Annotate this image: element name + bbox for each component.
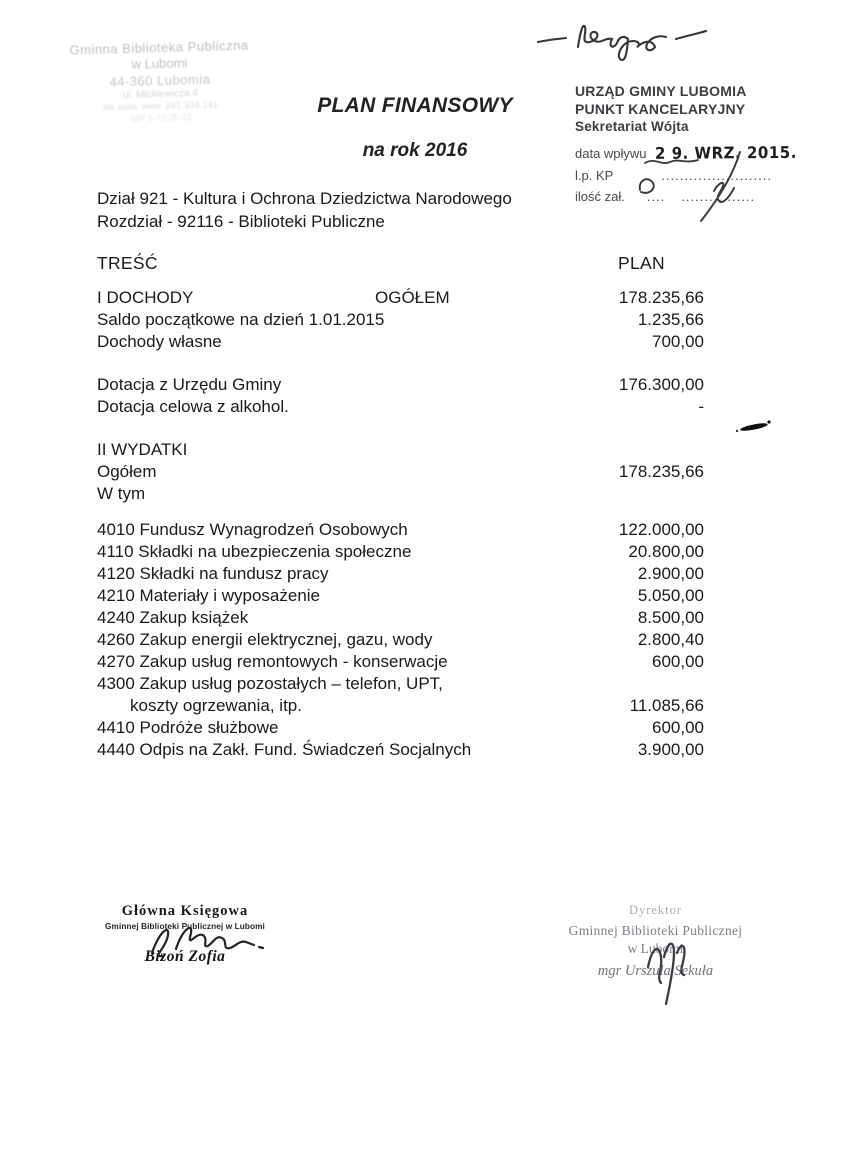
attachments-label: ilość zał.: [575, 188, 625, 204]
accountant-subtitle: Gminnej Biblioteki Publicznej w Lubomi: [105, 921, 265, 931]
row-value: 600,00: [652, 652, 704, 671]
budget-chapter-line: Rozdział - 92116 - Biblioteki Publiczne: [97, 212, 385, 231]
library-stamp-line: Gminna Biblioteka Publiczna: [69, 37, 249, 58]
registry-lp-row: [575, 168, 805, 183]
registry-stamp-office-name: URZĄD GMINY LUBOMIA: [575, 83, 747, 99]
table-row: [97, 695, 704, 717]
library-stamp-line: w Lubomi: [131, 55, 188, 73]
library-stamp-line: ul. Mickiewicza 4: [122, 87, 198, 101]
table-row: [97, 519, 704, 541]
table-row: [97, 374, 704, 396]
document-subtitle: na rok 2016: [362, 140, 468, 161]
row-gap: [97, 353, 704, 374]
director-institution: Gminnej Biblioteki Publicznej: [568, 923, 743, 938]
registry-attachments-row: [575, 189, 805, 204]
row-label: Saldo początkowe na dzień 1.01.2015: [97, 310, 385, 329]
row-label: 4270 Zakup usług remontowych - konserwacje: [97, 652, 448, 671]
table-row: [97, 461, 704, 483]
row-label: Dochody własne: [97, 332, 222, 351]
lp-dotted-line: ........................: [661, 167, 772, 183]
row-label: 4120 Składki na fundusz pracy: [97, 564, 329, 583]
finance-table-rows: [97, 287, 704, 761]
row-label: 4300 Zakup usług pozostałych – telefon, UPT,: [97, 674, 443, 693]
table-row: [97, 331, 704, 353]
row-mid-label: OGÓŁEM: [375, 288, 450, 307]
row-value: 1.235,66: [637, 310, 704, 329]
lp-label: l.p. KP: [575, 167, 614, 183]
table-row: [97, 717, 704, 739]
library-stamp-line: NIP 9-73-25-13: [130, 112, 192, 124]
date-received-label: data wpływu: [575, 145, 647, 161]
row-value: 8.500,00: [637, 608, 704, 627]
director-stamp: [538, 903, 773, 980]
row-label: koszty ogrzewania, itp.: [130, 696, 302, 715]
row-value: -: [698, 397, 704, 416]
row-gap: [97, 418, 704, 439]
column-header-tresc: TREŚĆ: [97, 253, 158, 273]
table-row: [97, 309, 704, 331]
document-title: PLAN FINANSOWY: [317, 94, 513, 117]
row-label: II WYDATKI: [97, 440, 188, 459]
table-row: [97, 396, 704, 418]
handwritten-note: [538, 26, 706, 60]
row-value: 20.800,00: [628, 542, 704, 561]
row-label: I DOCHODY: [97, 288, 194, 307]
row-value: 700,00: [652, 332, 704, 351]
registry-stamp: [575, 82, 805, 204]
row-label: 4210 Materiały i wyposażenie: [97, 586, 321, 605]
row-label: 4410 Podróże służbowe: [97, 718, 279, 737]
director-location: w Lubomi: [627, 941, 684, 956]
row-label: Dotacja z Urzędu Gminy: [97, 375, 282, 394]
table-row: [97, 739, 704, 761]
director-name: mgr Urszula Sekuła: [597, 963, 714, 979]
row-label: 4010 Fundusz Wynagrodzeń Osobowych: [97, 520, 408, 539]
table-row: [97, 439, 704, 461]
budget-section-line: Dział 921 - Kultura i Ochrona Dziedzictwa Narodowego: [97, 189, 512, 208]
row-label: Dotacja celowa z alkohol.: [97, 397, 289, 416]
attachments-dotted-line: ................: [681, 188, 756, 204]
row-value: 2.900,00: [637, 564, 704, 583]
registry-stamp-secretariat: Sekretariat Wójta: [575, 119, 689, 135]
row-value: 600,00: [652, 718, 704, 737]
row-value: 3.900,00: [637, 740, 704, 759]
column-header-plan: PLAN: [618, 253, 665, 273]
row-value: 2.800,40: [637, 630, 704, 649]
table-row: [97, 483, 704, 505]
row-label: Ogółem: [97, 462, 157, 481]
row-value: 11.085,66: [629, 696, 704, 715]
table-row: [97, 651, 704, 673]
date-received-stamp: 2 9. WRZ. 2015.: [654, 142, 797, 164]
ink-smudge: [736, 420, 771, 432]
row-value: 5.050,00: [637, 586, 704, 605]
library-stamp-line: 44-360 Lubomia: [109, 71, 211, 89]
row-label: 4110 Składki na ubezpieczenia społeczne: [97, 542, 412, 561]
row-label: 4260 Zakup energii elektrycznej, gazu, wody: [97, 630, 433, 649]
row-gap: [97, 505, 704, 519]
registry-date-row: [575, 144, 805, 162]
row-value: 178.235,66: [618, 462, 704, 481]
budget-classification: [97, 187, 512, 233]
row-value: 178.235,66: [618, 288, 704, 307]
row-value: 176.300,00: [618, 375, 704, 394]
accountant-title: Główna Księgowa: [121, 903, 249, 919]
accountant-name: Bizoń Zofia: [144, 948, 226, 965]
table-row: [97, 607, 704, 629]
table-row: [97, 585, 704, 607]
row-value: 122.000,00: [618, 520, 704, 539]
row-label: W tym: [97, 484, 146, 503]
table-row: [97, 563, 704, 585]
library-stamp-line: tel. kom. wew. 241 334 141: [102, 99, 219, 114]
attachments-dotted-line: ....: [646, 188, 666, 204]
accountant-stamp: [90, 903, 280, 966]
table-row: [97, 629, 704, 651]
director-title: Dyrektor: [628, 903, 683, 917]
table-row: [97, 673, 704, 695]
library-stamp: [39, 37, 281, 128]
registry-stamp-unit: PUNKT KANCELARYJNY: [575, 101, 746, 118]
table-row: [97, 541, 704, 563]
row-label: 4440 Odpis na Zakł. Fund. Świadczeń Socjalnych: [97, 740, 472, 759]
row-label: 4240 Zakup książek: [97, 608, 249, 627]
table-row: [97, 287, 704, 309]
